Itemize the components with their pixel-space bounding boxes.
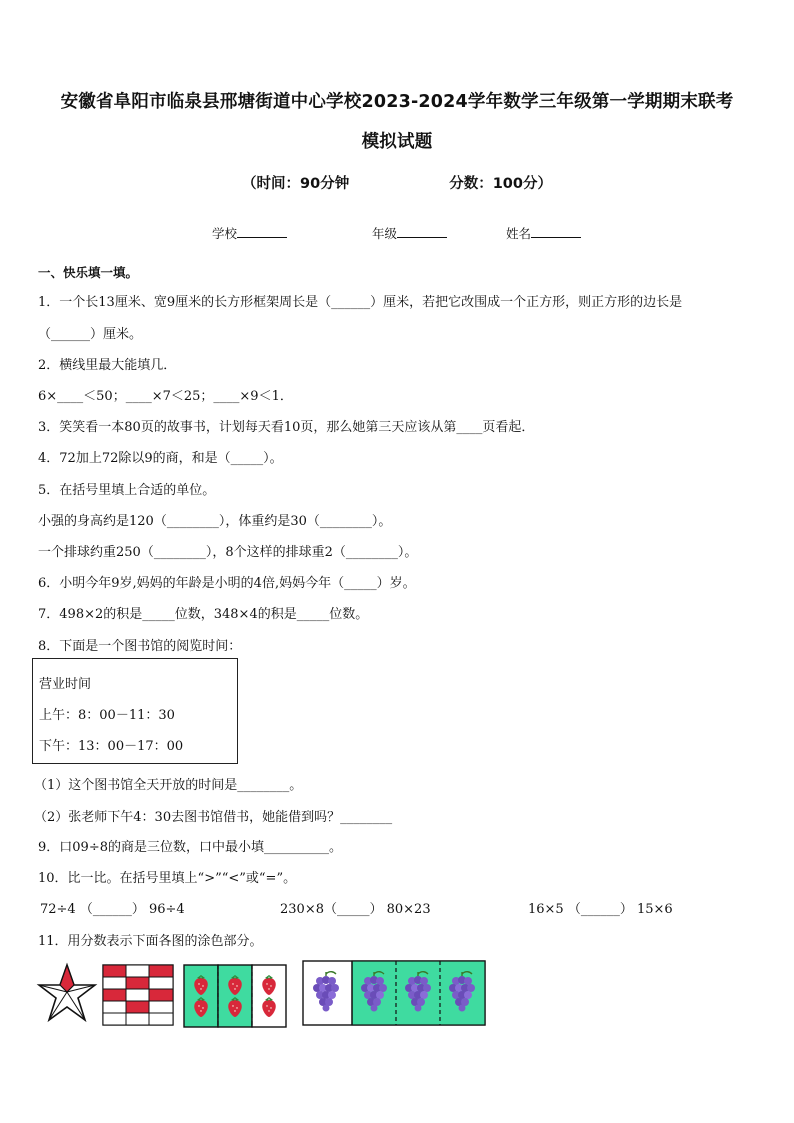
- hours-morning: 上午：8：00－11：30: [39, 708, 175, 723]
- question-4: 4．72加上72除以9的商，和是（_____）。: [38, 451, 283, 466]
- question-2-line2: 6×____＜50；____×7＜25；____×9＜1．: [38, 389, 293, 404]
- school-field: 学校: [212, 224, 287, 242]
- question-6: 6．小明今年9岁,妈妈的年龄是小明的4倍,妈妈今年（_____）岁。: [38, 576, 416, 591]
- question-8-sub1: （1）这个图书馆全天开放的时间是________。: [34, 778, 303, 793]
- question-2-line1: 2．横线里最大能填几．: [38, 358, 177, 373]
- compare-1: 72÷4 （______） 96÷4: [40, 902, 185, 917]
- exam-title-line1: 安徽省阜阳市临泉县邢塘街道中心学校2023-2024学年数学三年级第一学期期末联考: [60, 92, 734, 112]
- section-heading: 一、快乐填一填。: [38, 265, 139, 280]
- question-8-line1: 8．下面是一个图书馆的阅览时间：: [38, 639, 242, 654]
- question-10-line1: 10．比一比。在括号里填上“>”“<”或“=”。: [38, 871, 297, 886]
- star-figure: [36, 962, 98, 1026]
- question-5-line3: 一个排球约重250（________），8个这样的排球重2（________）。: [38, 545, 418, 560]
- library-hours-box: [32, 658, 238, 764]
- grape-figure: [302, 960, 486, 1026]
- question-7: 7．498×2的积是_____位数，348×4的积是_____位数。: [38, 607, 369, 622]
- strawberry-figure: [183, 964, 287, 1028]
- question-5-line2: 小强的身高约是120（________），体重约是30（________）。: [38, 514, 392, 529]
- grade-field: 年级: [372, 224, 447, 242]
- brick-grid-figure: [102, 964, 174, 1026]
- question-8-sub2: （2）张老师下午4：30去图书馆借书，她能借到吗？________: [34, 810, 393, 825]
- question-1-line2: （______）厘米。: [38, 327, 143, 342]
- exam-subtitle: [0, 172, 794, 193]
- question-5-line1: 5．在括号里填上合适的单位。: [38, 483, 216, 498]
- name-field: 姓名: [506, 224, 581, 242]
- question-1-line1: 1．一个长13厘米、宽9厘米的长方形框架周长是（______）厘米，若把它改围成一个正方形，则正方形的边长是: [38, 295, 683, 310]
- exam-time: （时间：90分钟: [242, 176, 350, 192]
- question-3: 3．笑笑看一本80页的故事书，计划每天看10页，那么她第三天应该从第____页看起．: [38, 420, 535, 435]
- exam-title-line2: 模拟试题: [361, 132, 433, 152]
- question-9: 9．口09÷8的商是三位数，口中最小填__________。: [38, 840, 342, 855]
- exam-score: 分数：100分）: [449, 176, 552, 192]
- compare-2: 230×8（_____） 80×23: [280, 902, 431, 917]
- hours-afternoon: 下午：13：00－17：00: [39, 739, 184, 754]
- compare-3: 16×5 （______） 15×6: [528, 902, 673, 917]
- question-11: 11．用分数表示下面各图的涂色部分。: [38, 934, 263, 949]
- hours-title: 营业时间: [39, 677, 92, 692]
